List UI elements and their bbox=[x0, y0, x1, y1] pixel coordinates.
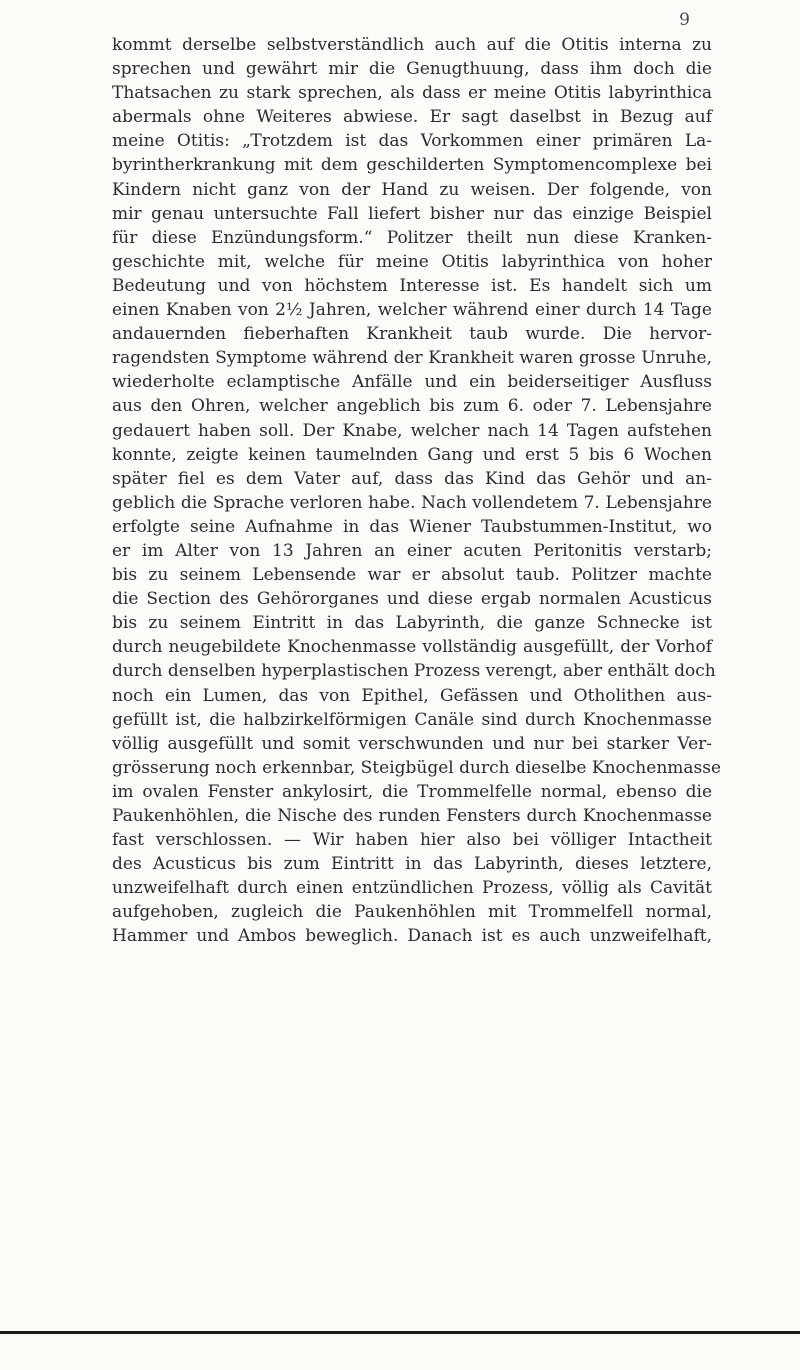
page-number: 9 bbox=[679, 10, 690, 30]
text-line: andauernden fieberhaften Krankheit taub wurde. Die hervor- bbox=[112, 324, 712, 345]
text-line: konnte, zeigte keinen taumelnden Gang und erst 5 bis 6 Wochen bbox=[112, 444, 712, 465]
text-line: aufgehoben, zugleich die Paukenhöhlen mit Trommelfell normal, bbox=[112, 902, 712, 923]
text-line: abermals ohne Weiteres abwiese. Er sagt daselbst in Bezug auf bbox=[112, 107, 712, 128]
text-line: für diese Enzündungsform.“ Politzer theilt nun diese Kranken- bbox=[112, 227, 712, 248]
text-line: fast verschlossen. — Wir haben hier also bei völliger Intactheit bbox=[112, 830, 712, 851]
text-line: völlig ausgefüllt und somit verschwunden und nur bei starker Ver- bbox=[112, 733, 712, 754]
text-line: ragendsten Symptome während der Krankheit waren grosse Unruhe, bbox=[112, 348, 712, 369]
text-line: byrintherkrankung mit dem geschilderten Symptomencomplexe bei bbox=[112, 155, 712, 176]
text-line: Thatsachen zu stark sprechen, als dass er meine Otitis labyrinthica bbox=[112, 83, 712, 104]
text-line: durch denselben hyperplastischen Prozess verengt, aber enthält doch bbox=[112, 661, 716, 682]
text-line: sprechen und gewährt mir die Genugthuung, dass ihm doch die bbox=[112, 59, 712, 80]
text-line: mir genau untersuchte Fall liefert bisher nur das einzige Beispiel bbox=[112, 203, 712, 224]
text-line: aus den Ohren, welcher angeblich bis zum 6. oder 7. Lebensjahre bbox=[112, 396, 712, 417]
text-line: Kindern nicht ganz von der Hand zu weisen. Der folgende, von bbox=[112, 179, 712, 200]
text-line: meine Otitis: „Trotzdem ist das Vorkommen einer primären La- bbox=[112, 131, 712, 152]
text-line: einen Knaben von 2½ Jahren, welcher während einer durch 14 Tage bbox=[112, 300, 712, 321]
text-line: gefüllt ist, die halbzirkelförmigen Canäle sind durch Knochenmasse bbox=[112, 709, 712, 730]
text-line: gedauert haben soll. Der Knabe, welcher nach 14 Tagen aufstehen bbox=[112, 420, 712, 441]
text-line: bis zu seinem Eintritt in das Labyrinth, die ganze Schnecke ist bbox=[112, 613, 712, 634]
text-line: geblich die Sprache verloren habe. Nach vollendetem 7. Lebensjahre bbox=[112, 492, 712, 513]
text-line: durch neugebildete Knochenmasse vollständig ausgefüllt, der Vorhof bbox=[112, 637, 712, 658]
text-line: bis zu seinem Lebensende war er absolut taub. Politzer machte bbox=[112, 565, 712, 586]
text-line: unzweifelhaft durch einen entzündlichen Prozess, völlig als Cavität bbox=[112, 878, 712, 899]
text-line: kommt derselbe selbstverständlich auch auf die Otitis interna zu bbox=[112, 35, 712, 55]
body-text bbox=[112, 33, 722, 949]
text-line: noch ein Lumen, das von Epithel, Gefässen und Otholithen aus- bbox=[112, 685, 712, 706]
text-line: Bedeutung und von höchstem Interesse ist. Es handelt sich um bbox=[112, 275, 712, 296]
text-line: des Acusticus bis zum Eintritt in das Labyrinth, dieses letztere, bbox=[112, 854, 712, 875]
text-line: die Section des Gehörorganes und diese ergab normalen Acusticus bbox=[112, 589, 712, 610]
bottom-edge-rule bbox=[0, 1331, 800, 1334]
text-line: geschichte mit, welche für meine Otitis labyrinthica von hoher bbox=[112, 251, 712, 272]
text-line: im ovalen Fenster ankylosirt, die Trommelfelle normal, ebenso die bbox=[112, 781, 712, 802]
text-line: Hammer und Ambos beweglich. Danach ist es auch unzweifelhaft, bbox=[112, 926, 712, 947]
text-line: grösserung noch erkennbar, Steigbügel durch dieselbe Knochenmasse bbox=[112, 757, 722, 778]
text-line: er im Alter von 13 Jahren an einer acuten Peritonitis verstarb; bbox=[112, 540, 712, 561]
text-line: später fiel es dem Vater auf, dass das Kind das Gehör und an- bbox=[112, 468, 712, 489]
text-line: wiederholte eclamptische Anfälle und ein beiderseitiger Ausfluss bbox=[112, 372, 712, 393]
text-line: erfolgte seine Aufnahme in das Wiener Taubstummen-Institut, wo bbox=[112, 516, 712, 537]
text-line: Paukenhöhlen, die Nische des runden Fensters durch Knochenmasse bbox=[112, 806, 712, 826]
